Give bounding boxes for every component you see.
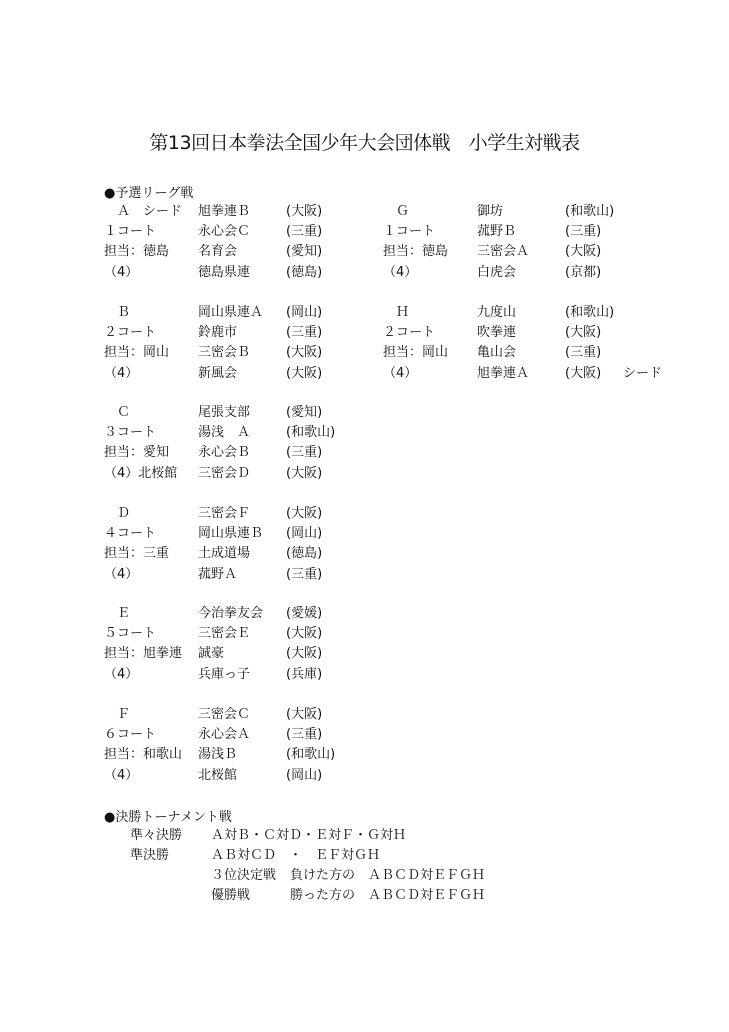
group-info: （4） [104,365,139,381]
team-name: 湯浅Ｂ [198,747,238,763]
group-info: （4）北桜館 [104,465,178,481]
third-place-matches: 負けた方の ＡＢＣＤ対ＥＦＧＨ [290,868,486,883]
group-info: Ｅ [104,606,131,621]
group-info: 担当：徳島 [383,244,449,260]
team-name: 土成道場 [198,546,251,562]
team-name: 三密会Ａ [477,244,530,260]
quarterfinal-matches: Ａ対Ｂ・Ｃ対Ｄ・Ｅ対Ｆ・Ｇ対Ｈ [211,828,407,843]
team-name: 誠豪 [198,646,225,662]
team-name: 菰野Ａ [198,566,238,582]
prefecture: (大阪) [286,626,323,642]
group-info: 担当：三重 [104,546,170,562]
seed-note: シード [623,365,663,381]
team-name: 兵庫っ子 [198,666,251,682]
group-info: （4） [104,264,139,280]
group-info: １コート [104,224,157,240]
group-info: Ｃ [104,405,131,420]
prefecture: (大阪) [286,345,323,361]
group-info: （4） [104,767,139,783]
prefecture: (大阪) [286,204,323,219]
team-name: 吹拳連 [477,325,517,341]
prefecture: (和歌山) [565,204,615,219]
prefecture: (三重) [286,224,323,240]
team-name: 今治拳友会 [198,606,264,621]
group-info: Ｆ [104,707,131,722]
group-info: （4） [383,264,418,280]
prefecture: (大阪) [286,707,323,722]
team-name: 北桜館 [198,767,238,783]
preliminary-heading: ●予選リーグ戦 [104,186,194,201]
prefecture: (大阪) [286,506,323,521]
group-info: 担当：愛知 [104,445,170,461]
prefecture: (兵庫) [286,666,323,682]
prefecture: (大阪) [286,465,323,481]
group-info: （4） [104,666,139,682]
third-place-label: ３位決定戦 [211,868,277,883]
team-name: 旭拳連Ｂ [198,204,251,219]
prefecture: (岡山) [286,526,323,542]
team-name: 永心会Ｂ [198,445,251,461]
team-name: 菰野Ｂ [477,224,517,240]
prefecture: (和歌山) [565,305,615,320]
semifinal-matches: ＡＢ対ＣＤ ・ ＥＦ対ＧＨ [211,848,381,863]
prefecture: (愛知) [286,405,323,420]
group-info: Ａ シード [104,204,183,219]
team-name: 三密会Ｃ [198,707,251,722]
team-name: 御坊 [477,204,504,219]
prefecture: (愛媛) [286,606,323,621]
prefecture: (徳島) [286,546,323,562]
team-name: 九度山 [477,305,517,320]
group-info: Ｈ [383,305,410,320]
prefecture: (岡山) [286,767,323,783]
group-info: 担当：岡山 [104,345,170,361]
team-name: 徳島県連 [198,264,251,280]
prefecture: (大阪) [286,365,323,381]
prefecture: (三重) [286,325,323,341]
quarterfinal-label: 準々決勝 [130,828,183,843]
group-info: 担当：和歌山 [104,747,183,763]
prefecture: (岡山) [286,305,323,320]
team-name: 永心会Ｃ [198,224,251,240]
group-info: 担当：岡山 [383,345,449,361]
group-info: 担当：旭拳連 [104,646,183,662]
team-name: 尾張支部 [198,405,251,420]
team-name: 湯浅 Ａ [198,425,251,441]
team-name: 三密会Ｄ [198,465,251,481]
prefecture: (大阪) [565,325,602,341]
prefecture: (徳島) [286,264,323,280]
team-name: 永心会Ａ [198,727,251,743]
group-info: ４コート [104,526,157,542]
group-info: 担当：徳島 [104,244,170,260]
tournament-heading: ●決勝トーナメント戦 [104,810,232,825]
team-name: 三密会Ｅ [198,626,251,642]
group-info: Ｄ [104,506,131,521]
prefecture: (三重) [565,345,602,361]
group-info: Ｂ [104,305,131,320]
prefecture: (三重) [286,566,323,582]
group-info: ６コート [104,727,157,743]
page-title: 第13回日本拳法全国少年大会団体戦 小学生対戦表 [149,132,580,154]
group-info: ２コート [104,325,157,341]
group-info: Ｇ [383,204,410,219]
team-name: 亀山会 [477,345,517,361]
semifinal-label: 準決勝 [130,848,170,863]
team-name: 白虎会 [477,264,517,280]
final-matches: 勝った方の ＡＢＣＤ対ＥＦＧＨ [290,888,486,903]
prefecture: (三重) [565,224,602,240]
prefecture: (三重) [286,727,323,743]
prefecture: (三重) [286,445,323,461]
group-info: １コート [383,224,436,240]
group-info: （4） [104,566,139,582]
group-info: （4） [383,365,418,381]
group-info: ２コート [383,325,436,341]
prefecture: (和歌山) [286,425,336,441]
final-label: 優勝戦 [211,888,251,903]
team-name: 岡山県連Ａ [198,305,264,320]
team-name: 新風会 [198,365,238,381]
prefecture: (大阪) [565,365,602,381]
team-name: 三密会Ｂ [198,345,251,361]
team-name: 旭拳連Ａ [477,365,530,381]
team-name: 鈴鹿市 [198,325,238,341]
prefecture: (大阪) [286,646,323,662]
prefecture: (京都) [565,264,602,280]
team-name: 名育会 [198,244,238,260]
group-info: ５コート [104,626,157,642]
prefecture: (大阪) [565,244,602,260]
group-info: ３コート [104,425,157,441]
prefecture: (愛知) [286,244,323,260]
prefecture: (和歌山) [286,747,336,763]
team-name: 三密会Ｆ [198,506,251,521]
team-name: 岡山県連Ｂ [198,526,264,542]
